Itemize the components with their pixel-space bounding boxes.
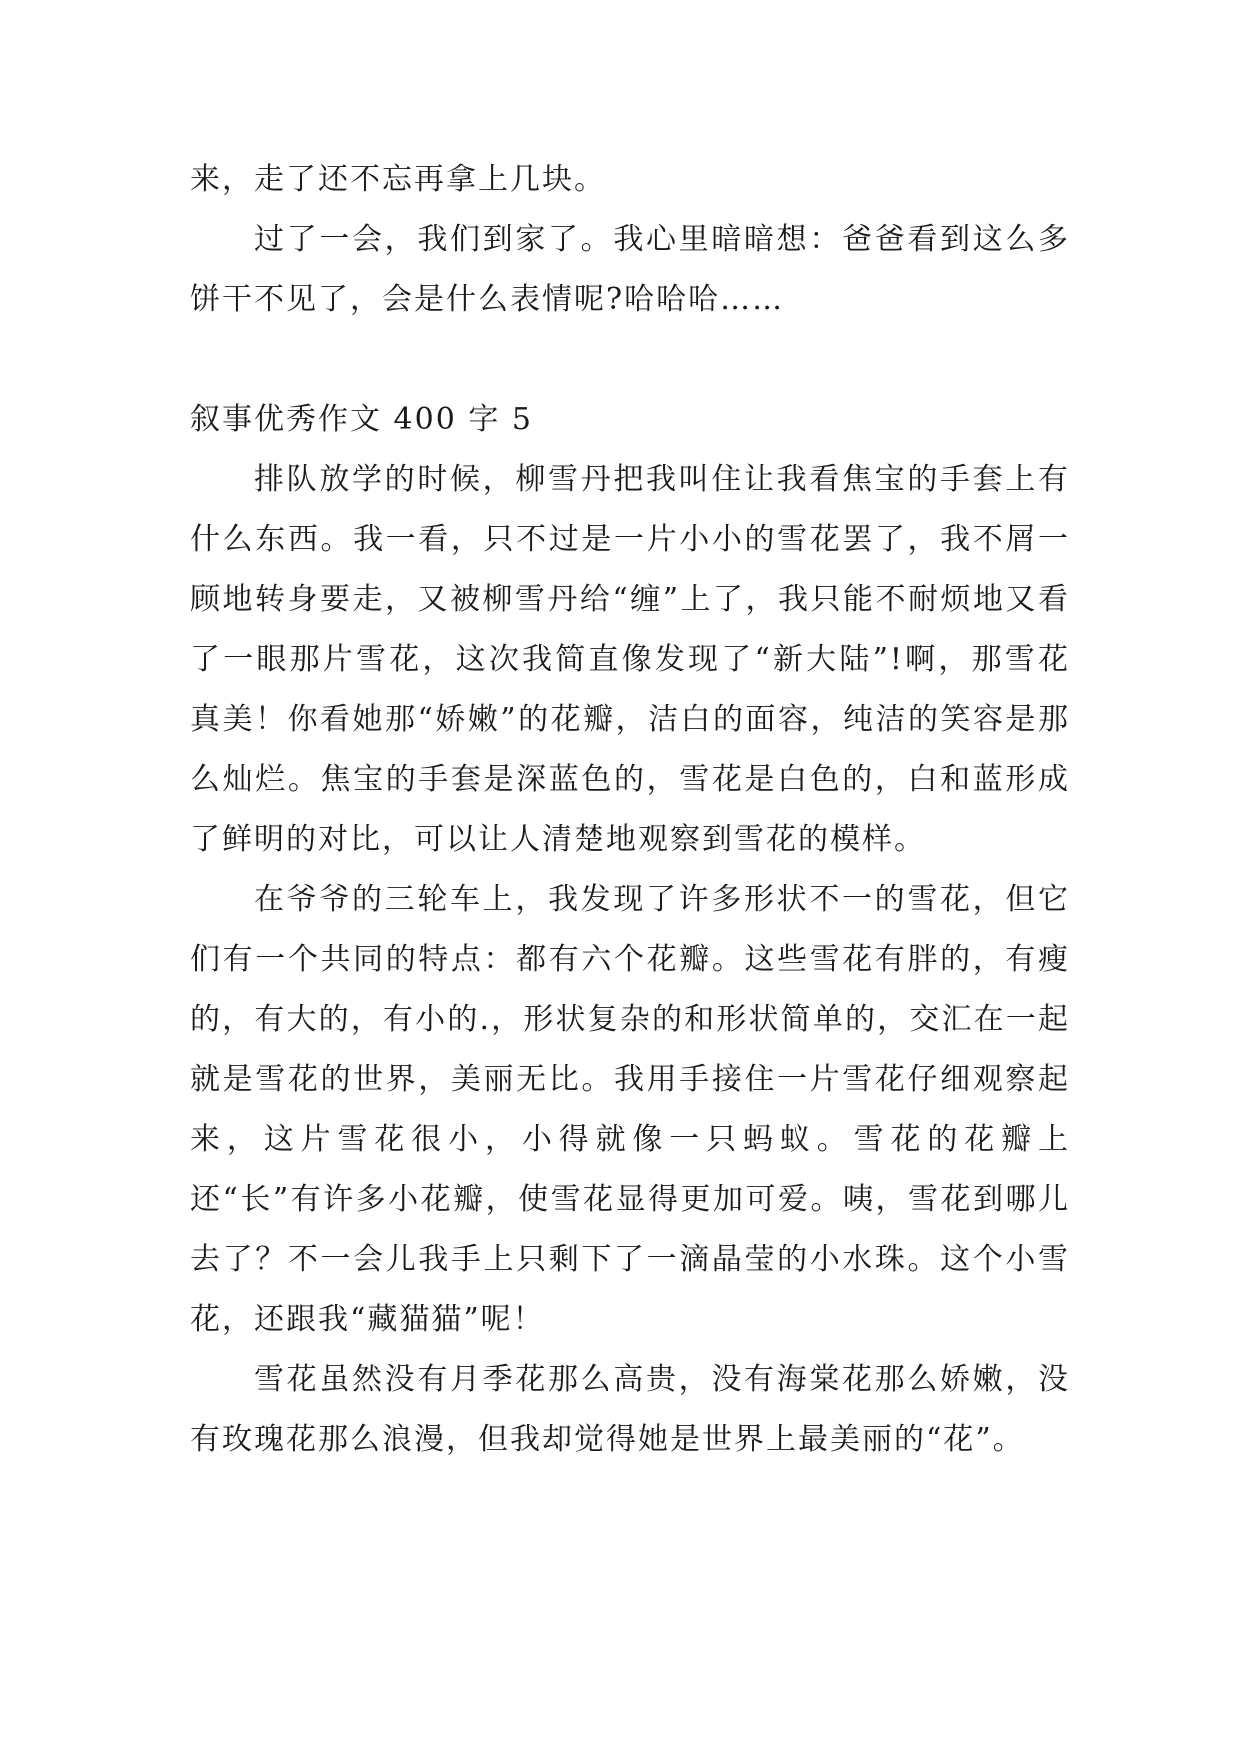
- paragraph-tricycle-snowflakes: 在爷爷的三轮车上，我发现了许多形状不一的雪花，但它们有一个共同的特点：都有六个花瓣。这些雪花有胖的，有瘦的，有大的，有小的.，形状复杂的和形状简单的，交汇在一起就是雪花的世界，美丽无比。我用手接住一片雪花仔细观察起来，这片雪花很小，小得就像一只蚂蚁。雪花的花瓣上还“长”有许多小花瓣，使雪花显得更加可爱。咦，雪花到哪儿去了？不一会儿我手上只剩下了一滴晶莹的小水珠。这个小雪花，还跟我“藏猫猫”呢！: [190, 882, 1070, 1337]
- paragraph-snowflake-glove: 排队放学的时候，柳雪丹把我叫住让我看焦宝的手套上有什么东西。我一看，只不过是一片小小的雪花罢了，我不屑一顾地转身要走，又被柳雪丹给“缠”上了，我只能不耐烦地又看了一眼那片雪花，这次我简直像发现了“新大陆”!啊，那雪花真美！你看她那“娇嫩”的花瓣，洁白的面容，纯洁的笑容是那么灿烂。焦宝的手套是深蓝色的，雪花是白色的，白和蓝形成了鲜明的对比，可以让人清楚地观察到雪花的模样。: [190, 462, 1070, 857]
- paragraph-continuation: 来，走了还不忘再拿上几块。: [190, 162, 606, 197]
- section-title: 叙事优秀作文 400 字 5: [190, 402, 533, 437]
- paragraph-arrive-home: 过了一会，我们到家了。我心里暗暗想：爸爸看到这么多饼干不见了，会是什么表情呢?哈哈哈……: [190, 222, 1070, 317]
- document-body: [190, 150, 1070, 1470]
- paragraph-conclusion: 雪花虽然没有月季花那么高贵，没有海棠花那么娇嫩，没有玫瑰花那么浪漫，但我却觉得她是世界上最美丽的“花”。: [190, 1362, 1070, 1457]
